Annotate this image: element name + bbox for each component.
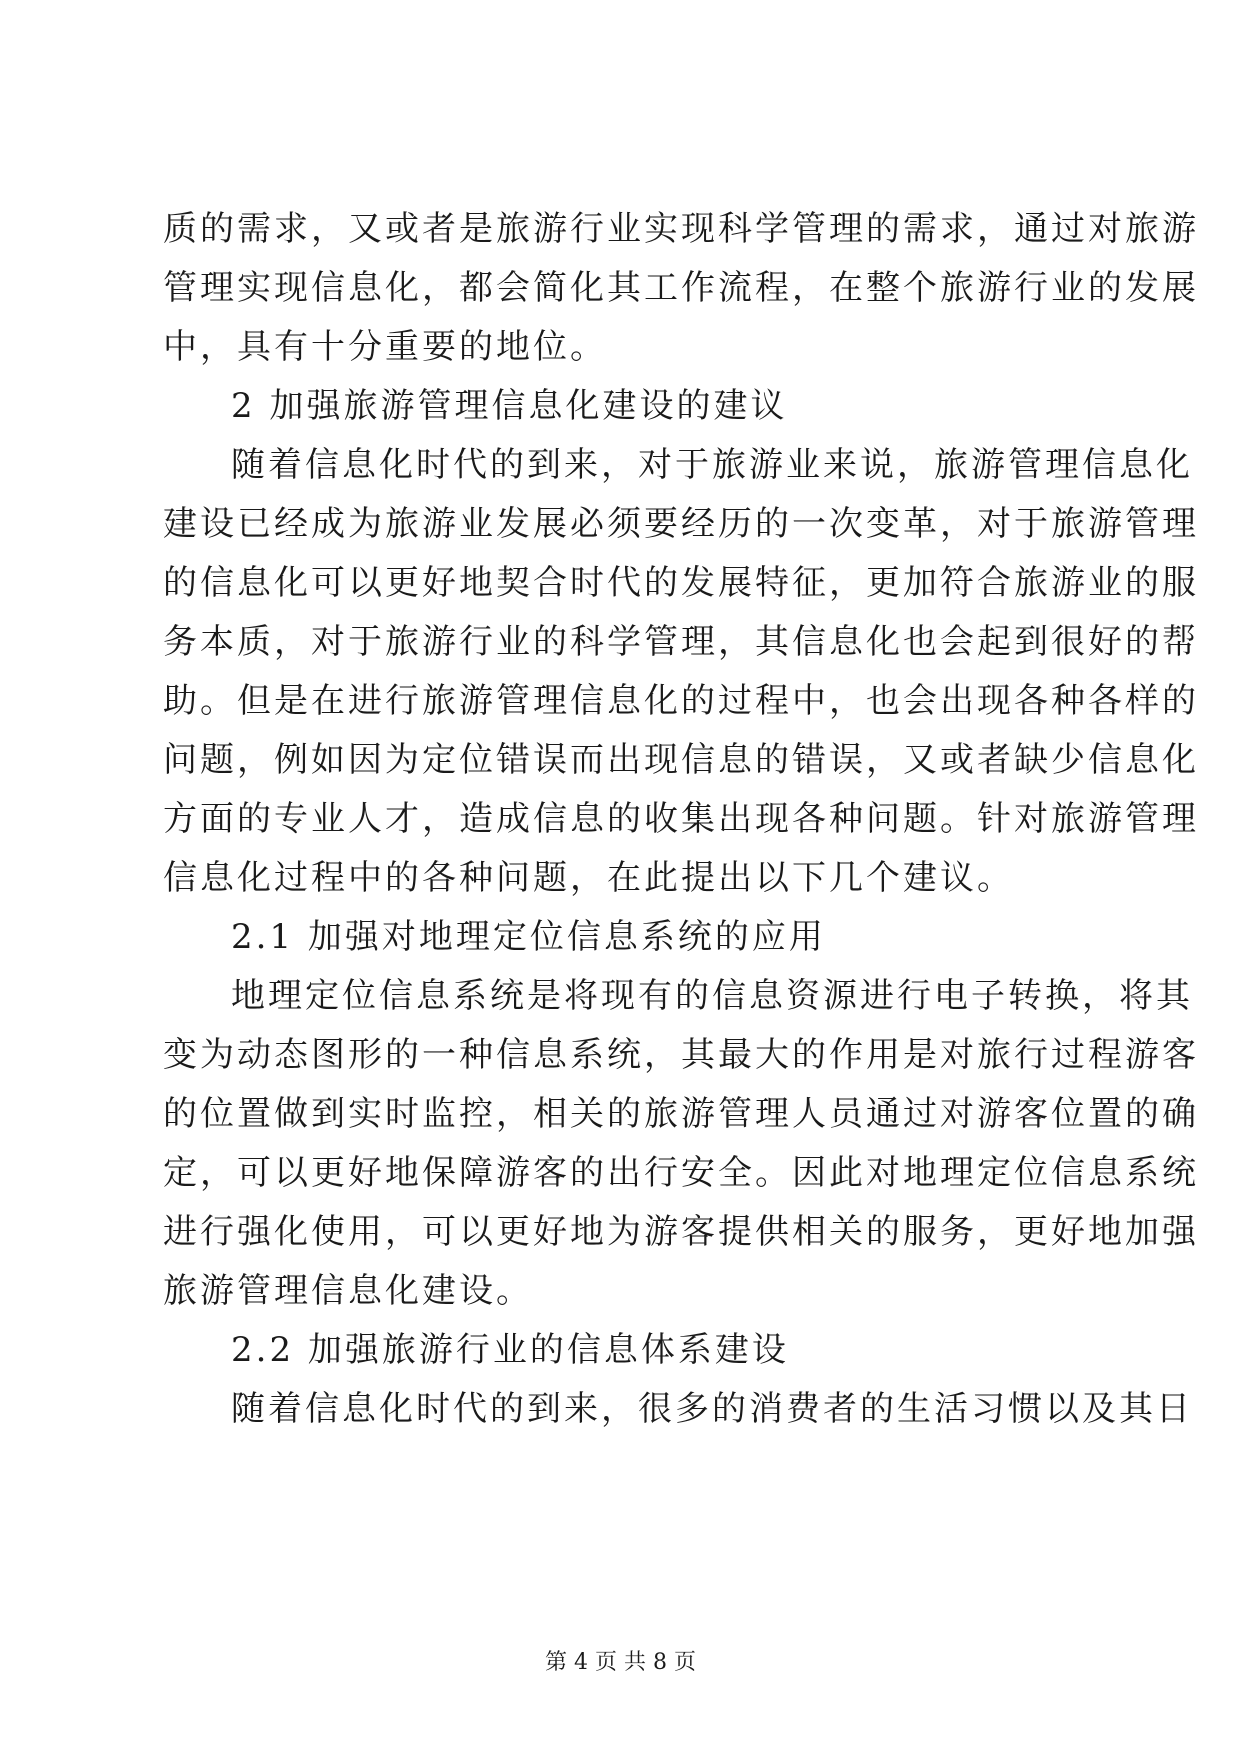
text-line: 随着信息化时代的到来，很多的消费者的生活习惯以及其日 [231, 1389, 1193, 1429]
document-body [163, 200, 1199, 1439]
text-line: 管理实现信息化，都会简化其工作流程，在整个旅游行业的发展 [163, 268, 1199, 308]
text-line: 务本质，对于旅游行业的科学管理，其信息化也会起到很好的帮 [163, 622, 1199, 662]
page-number-footer: 第 4 页 共 8 页 [545, 1650, 696, 1675]
text-line: 建设已经成为旅游业发展必须要经历的一次变革，对于旅游管理 [163, 504, 1199, 544]
text-line: 信息化过程中的各种问题，在此提出以下几个建议。 [163, 858, 1014, 898]
text-line: 地理定位信息系统是将现有的信息资源进行电子转换，将其 [231, 976, 1193, 1016]
text-line: 的位置做到实时监控，相关的旅游管理人员通过对游客位置的确 [163, 1094, 1199, 1134]
text-line: 助。但是在进行旅游管理信息化的过程中，也会出现各种各样的 [163, 681, 1199, 721]
text-line: 定，可以更好地保障游客的出行安全。因此对地理定位信息系统 [163, 1153, 1199, 1193]
text-line: 质的需求，又或者是旅游行业实现科学管理的需求，通过对旅游 [163, 209, 1199, 249]
text-line: 旅游管理信息化建设。 [163, 1271, 533, 1311]
text-line: 的信息化可以更好地契合时代的发展特征，更加符合旅游业的服 [163, 563, 1199, 603]
subsection-heading: 2.2 加强旅游行业的信息体系建设 [231, 1330, 789, 1370]
section-heading: 2 加强旅游管理信息化建设的建议 [231, 386, 788, 426]
text-line: 问题，例如因为定位错误而出现信息的错误，又或者缺少信息化 [163, 740, 1199, 780]
text-line: 中，具有十分重要的地位。 [163, 327, 607, 367]
text-line: 变为动态图形的一种信息系统，其最大的作用是对旅行过程游客 [163, 1035, 1199, 1075]
text-line: 随着信息化时代的到来，对于旅游业来说，旅游管理信息化 [231, 445, 1193, 485]
subsection-heading: 2.1 加强对地理定位信息系统的应用 [231, 917, 826, 957]
text-line: 进行强化使用，可以更好地为游客提供相关的服务，更好地加强 [163, 1212, 1199, 1252]
text-line: 方面的专业人才，造成信息的收集出现各种问题。针对旅游管理 [163, 799, 1199, 839]
